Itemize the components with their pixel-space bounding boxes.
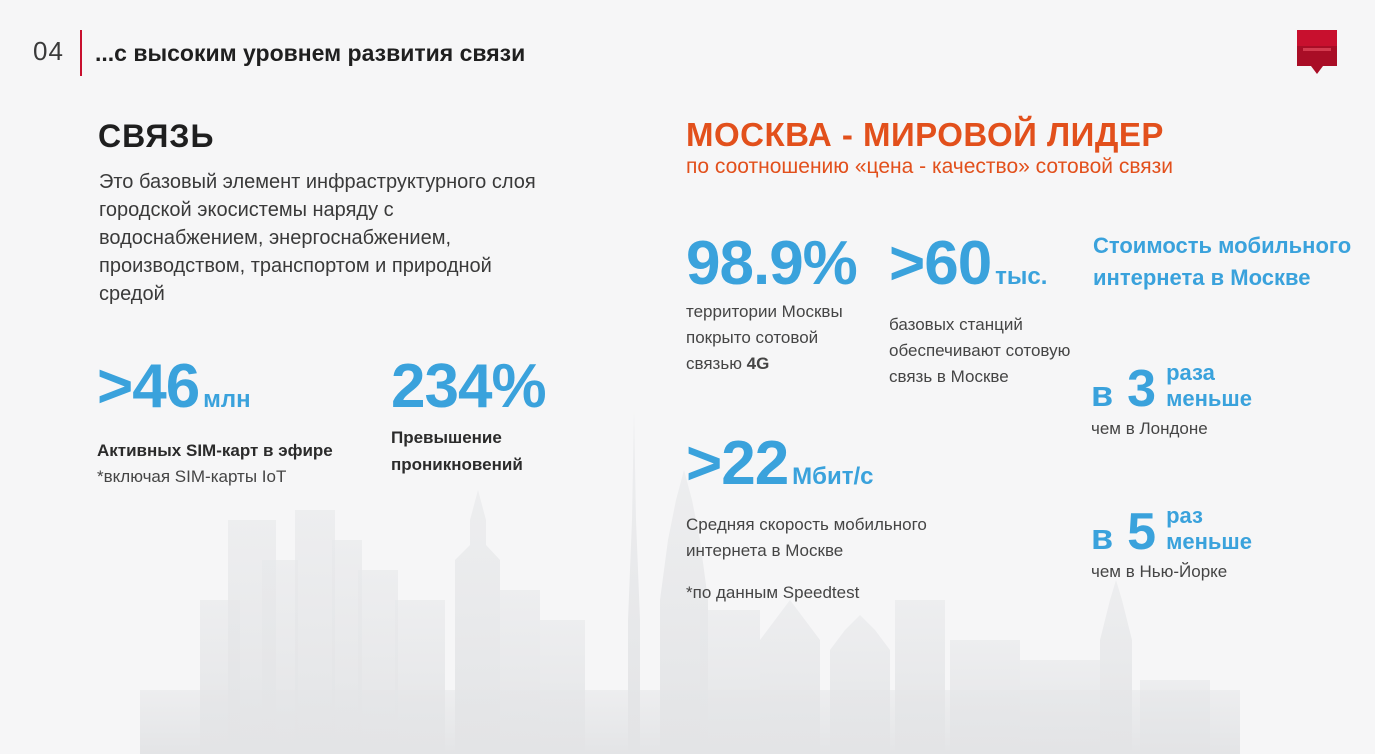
stations-stat-line-3: связь в Москве — [889, 367, 1009, 386]
speed-stat-line-1: Средняя скорость мобильного — [686, 515, 927, 534]
stations-stat-value-row — [889, 229, 1070, 308]
cost-newyork — [1091, 503, 1252, 585]
sim-stat-note: *включая SIM-карты IoT — [97, 467, 287, 486]
sim-stat-unit: млн — [203, 386, 251, 413]
stations-stat-value: >60 — [889, 229, 992, 298]
leader-headline: МОСКВА - МИРОВОЙ ЛИДЕР — [686, 116, 1164, 153]
intro-paragraph: Это базовый элемент инфраструктурного слоя городской экосистемы наряду с водоснабжением, энергоснабжением, производством, транспортом и природной средой — [99, 171, 536, 305]
stations-stat-unit: тыс. — [995, 263, 1048, 290]
penetration-stat-label-2: проникновений — [391, 455, 523, 474]
penetration-stat — [391, 352, 546, 478]
speed-stat-line-2: интернета в Москве — [686, 541, 844, 560]
penetration-stat-value: 234% — [391, 352, 546, 421]
coverage-stat-line-3 — [686, 351, 857, 377]
cost-newyork-word-1: раз — [1166, 503, 1203, 528]
coverage-stat-4g: 4G — [746, 354, 770, 373]
stations-stat — [889, 229, 1071, 390]
coverage-stat — [686, 229, 857, 377]
sim-stat-label: Активных SIM-карт в эфире — [97, 441, 333, 460]
speed-stat-value: >22 — [686, 429, 789, 498]
cost-london-caption: чем в Лондоне — [1091, 419, 1208, 438]
cost-london-words — [1166, 360, 1252, 412]
leader-subheadline: по соотношению «цена - качество» сотовой связи — [686, 155, 1173, 178]
speed-stat-value-row — [686, 429, 927, 508]
cost-newyork-prefix: в — [1091, 516, 1114, 557]
cost-london-prefix: в — [1091, 373, 1114, 414]
penetration-stat-label-1: Превышение — [391, 428, 502, 447]
coverage-stat-value: 98.9% — [686, 229, 857, 298]
sim-stat-value: >46 — [97, 352, 200, 421]
section-heading: СВЯЗЬ — [98, 118, 215, 154]
cost-london-word-2: меньше — [1166, 386, 1252, 411]
sim-stat-value-row — [97, 352, 333, 431]
cost-london — [1091, 360, 1252, 442]
stations-stat-line-1: базовых станций — [889, 315, 1023, 334]
cost-newyork-number: 5 — [1127, 503, 1157, 561]
cost-london-row — [1091, 360, 1252, 418]
slide-title: ...с высоким уровнем развития связи — [95, 40, 526, 66]
coverage-stat-line-3-text: связью — [686, 354, 747, 373]
cost-london-number: 3 — [1127, 360, 1157, 418]
speed-stat — [686, 429, 927, 606]
cost-newyork-words — [1166, 503, 1252, 555]
cost-london-word-1: раза — [1166, 360, 1215, 385]
cost-newyork-caption: чем в Нью-Йорке — [1091, 562, 1228, 581]
speed-stat-unit: Мбит/с — [792, 463, 874, 490]
slide-number: 04 — [33, 36, 64, 66]
coverage-stat-line-2: покрыто сотовой — [686, 328, 819, 347]
moscow-emblem-icon — [1297, 30, 1337, 76]
cost-newyork-row — [1091, 503, 1252, 561]
sim-stat — [97, 352, 333, 490]
cost-title: Стоимость мобильного интернета в Москве — [1093, 233, 1352, 290]
cost-newyork-word-2: меньше — [1166, 529, 1252, 554]
coverage-stat-line-1: территории Москвы — [686, 302, 843, 321]
stations-stat-line-2: обеспечивают сотовую — [889, 341, 1071, 360]
speed-stat-note: *по данным Speedtest — [686, 583, 860, 602]
header-divider — [80, 30, 82, 76]
